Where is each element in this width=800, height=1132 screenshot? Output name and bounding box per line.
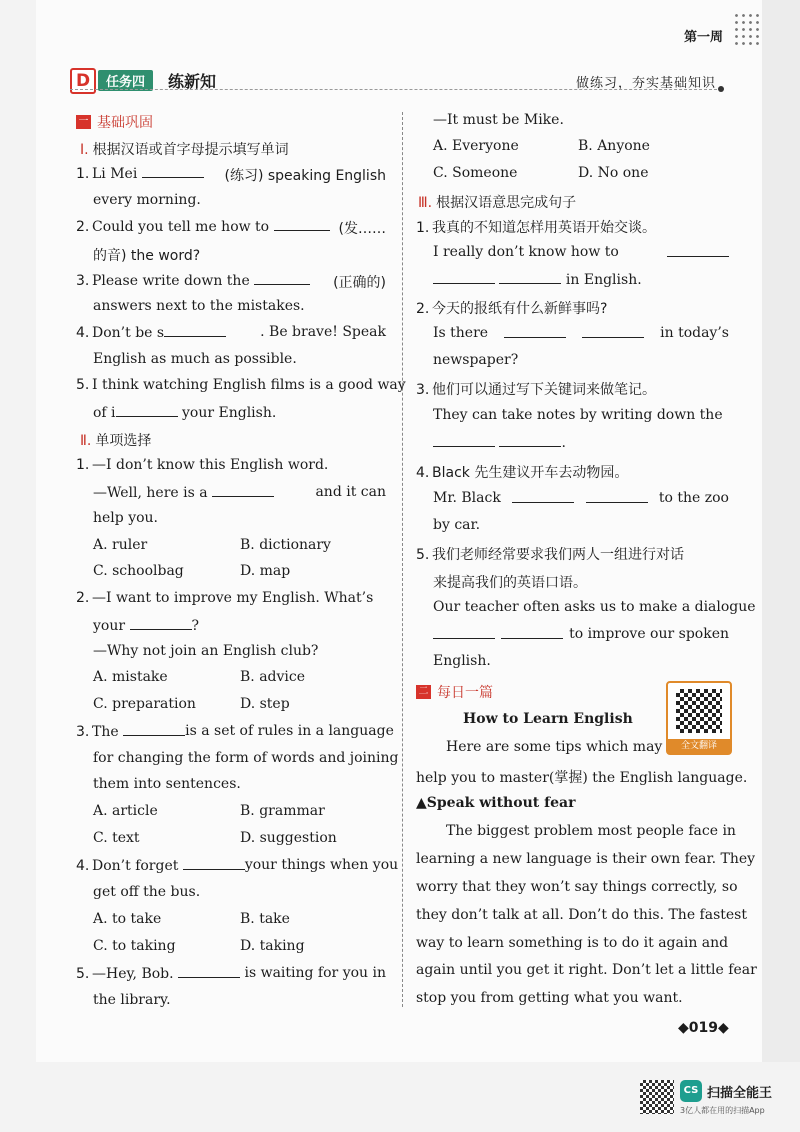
fill-q4: 4. Don’t be s . Be brave! Speak [76, 324, 386, 341]
trans-q2-zh: 2. 今天的报纸有什么新鲜事吗? [416, 301, 608, 317]
section-basic [76, 112, 153, 132]
mc-q3-line2: for changing the form of words and joining [93, 750, 399, 766]
option-c[interactable]: C. schoolbag [93, 563, 184, 579]
header-rule-dot [718, 86, 724, 92]
option-d[interactable]: D. No one [578, 165, 649, 181]
scanner-watermark [640, 1080, 772, 1116]
qr-code-icon [676, 689, 722, 733]
option-d[interactable]: D. suggestion [240, 830, 337, 846]
answer-blank[interactable] [254, 272, 310, 285]
task-label: 任务四 [98, 70, 153, 91]
answer-blank[interactable] [433, 271, 495, 284]
fill-q4-cont: English as much as possible. [93, 351, 297, 367]
camscanner-logo-icon: CS [680, 1080, 702, 1102]
answer-blank[interactable] [433, 626, 495, 639]
reading-subheading: ▲Speak without fear [416, 795, 576, 811]
fill-q1: 1. Li Mei (练习) speaking English [76, 166, 386, 184]
answer-blank[interactable] [164, 324, 226, 337]
trans-q1-line2: in English. [433, 271, 642, 288]
option-b[interactable]: B. dictionary [240, 537, 331, 553]
trans-q2-line1: Is there in today’s [433, 325, 729, 341]
option-c[interactable]: C. to taking [93, 938, 176, 954]
trans-q3-line1: They can take notes by writing down the [433, 407, 723, 423]
mc-q1-line3: help you. [93, 510, 158, 526]
mc-q4: 4. Don’t forget your things when you [76, 857, 399, 874]
answer-blank[interactable] [582, 325, 644, 338]
trans-q4-line2: by car. [433, 517, 481, 533]
mc-q3-line3: them into sentences. [93, 776, 241, 792]
mc-q1-line2: —Well, here is a and it can [93, 484, 386, 501]
answer-blank[interactable] [130, 617, 192, 630]
option-b[interactable]: B. take [240, 911, 290, 927]
trans-q1-line1: I really don’t know how to [433, 244, 729, 260]
trans-q4-line1: Mr. Black to the zoo [433, 490, 729, 506]
option-a[interactable]: A. to take [93, 911, 162, 927]
section-title: 基础巩固 [97, 115, 153, 131]
section-letter-badge: D [70, 68, 96, 94]
mc-q5-line3: —It must be Mike. [433, 112, 564, 128]
mc-q4-line2: get off the bus. [93, 884, 201, 900]
scanner-tagline: 3亿人都在用的扫描App [680, 1106, 765, 1115]
trans-q5-zh: 5. 我们老师经常要求我们两人一组进行对话 [416, 547, 684, 563]
fill-q3: 3. Please write down the (正确的) [76, 273, 386, 291]
reading-line: way to learn something is to do it again and [416, 935, 729, 951]
answer-blank[interactable] [274, 218, 330, 231]
answer-blank[interactable] [142, 165, 204, 178]
part-ii-heading: Ⅱ. 单项选择 [80, 433, 152, 449]
mc-q3: 3. The is a set of rules in a language [76, 723, 394, 740]
answer-blank[interactable] [212, 484, 274, 497]
option-d[interactable]: D. step [240, 696, 290, 712]
option-a[interactable]: A. mistake [93, 669, 168, 685]
answer-blank[interactable] [667, 244, 729, 257]
trans-q5-zh2: 来提高我们的英语口语。 [433, 575, 587, 591]
task-title: 练新知 [168, 72, 217, 91]
answer-blank[interactable] [499, 434, 561, 447]
answer-blank[interactable] [512, 490, 574, 503]
fill-q3-cont: answers next to the mistakes. [93, 298, 305, 314]
page-sheet [36, 0, 762, 1062]
decor-dots [733, 12, 761, 48]
option-a[interactable]: A. ruler [93, 537, 148, 553]
answer-blank[interactable] [183, 857, 245, 870]
mc-q5: 5. —Hey, Bob. is waiting for you in [76, 965, 386, 982]
trans-q3-line2: . [433, 434, 566, 451]
trans-q2-line2: newspaper? [433, 352, 519, 368]
column-divider [402, 112, 403, 1007]
trans-q5-line2: to improve our spoken [433, 626, 729, 642]
fill-q1-cont: every morning. [93, 192, 201, 208]
header-tagline: 做练习，夯实基础知识 [576, 76, 717, 91]
section-number: 二 [416, 685, 431, 699]
option-c[interactable]: C. Someone [433, 165, 518, 181]
mc-q2-line3: —Why not join an English club? [93, 643, 319, 659]
reading-title: How to Learn English [463, 711, 633, 727]
reading-intro-line2: help you to master(掌握) the English language. [416, 770, 748, 786]
watermark-qr-icon [640, 1080, 674, 1114]
answer-blank[interactable] [501, 626, 563, 639]
trans-q1-zh: 1. 我真的不知道怎样用英语开始交谈。 [416, 220, 656, 236]
fill-q5-cont: of i your English. [93, 405, 277, 421]
answer-blank[interactable] [123, 723, 185, 736]
answer-blank[interactable] [586, 490, 648, 503]
reading-intro-line1: Here are some tips which may [446, 739, 663, 755]
fill-q5: 5. I think watching English films is a good way [76, 377, 406, 393]
answer-blank[interactable] [504, 325, 566, 338]
fill-q2-cont: 的音) the word? [93, 248, 201, 264]
option-b[interactable]: B. advice [240, 669, 306, 685]
reading-line: learning a new language is their own fear. They [416, 851, 756, 867]
header-rule [70, 89, 722, 90]
mc-q2: 2. —I want to improve my English. What’s [76, 590, 374, 606]
mc-q2-line2: your ? [93, 618, 200, 634]
mc-q5-line2: the library. [93, 992, 171, 1008]
page-edge [762, 0, 800, 1062]
mc-q1: 1. —I don’t know this English word. [76, 457, 329, 473]
reading-line: worry that they won’t say things correctly, so [416, 879, 738, 895]
trans-q5-line1: Our teacher often asks us to make a dialogue [433, 599, 756, 615]
page-number: ◆019◆ [678, 1020, 729, 1036]
part-i-heading: Ⅰ. 根据汉语或首字母提示填写单词 [80, 142, 289, 158]
reading-line: The biggest problem most people face in [446, 823, 736, 839]
option-d[interactable]: D. taking [240, 938, 305, 954]
option-a[interactable]: A. Everyone [433, 138, 519, 154]
reading-line: they don’t talk at all. Don’t do this. The fastest [416, 907, 747, 923]
trans-q4-zh: 4. Black 先生建议开车去动物园。 [416, 465, 629, 481]
reading-line: stop you from getting what you want. [416, 990, 683, 1006]
section-daily [416, 682, 493, 702]
trans-q5-line3: English. [433, 653, 491, 669]
option-b[interactable]: B. grammar [240, 803, 325, 819]
scanner-name: 扫描全能王 [707, 1085, 773, 1101]
answer-blank[interactable] [178, 965, 240, 978]
section-number: 一 [76, 115, 91, 129]
option-b[interactable]: B. Anyone [578, 138, 650, 154]
option-d[interactable]: D. map [240, 563, 291, 579]
option-c[interactable]: C. text [93, 830, 140, 846]
option-a[interactable]: A. article [93, 803, 158, 819]
reading-line: again until you get it right. Don’t let a little fear [416, 962, 757, 978]
week-label: 第一周 [684, 30, 724, 45]
answer-blank[interactable] [116, 404, 178, 417]
option-c[interactable]: C. preparation [93, 696, 196, 712]
section-title: 每日一篇 [437, 685, 493, 701]
qr-code-translation[interactable] [666, 681, 732, 755]
fill-q2: 2. Could you tell me how to (发…… [76, 219, 386, 237]
answer-blank[interactable] [499, 271, 561, 284]
qr-label: 全文翻译 [668, 739, 730, 753]
trans-q3-zh: 3. 他们可以通过写下关键词来做笔记。 [416, 382, 656, 398]
part-iii-heading: Ⅲ. 根据汉语意思完成句子 [418, 195, 577, 211]
answer-blank[interactable] [433, 434, 495, 447]
